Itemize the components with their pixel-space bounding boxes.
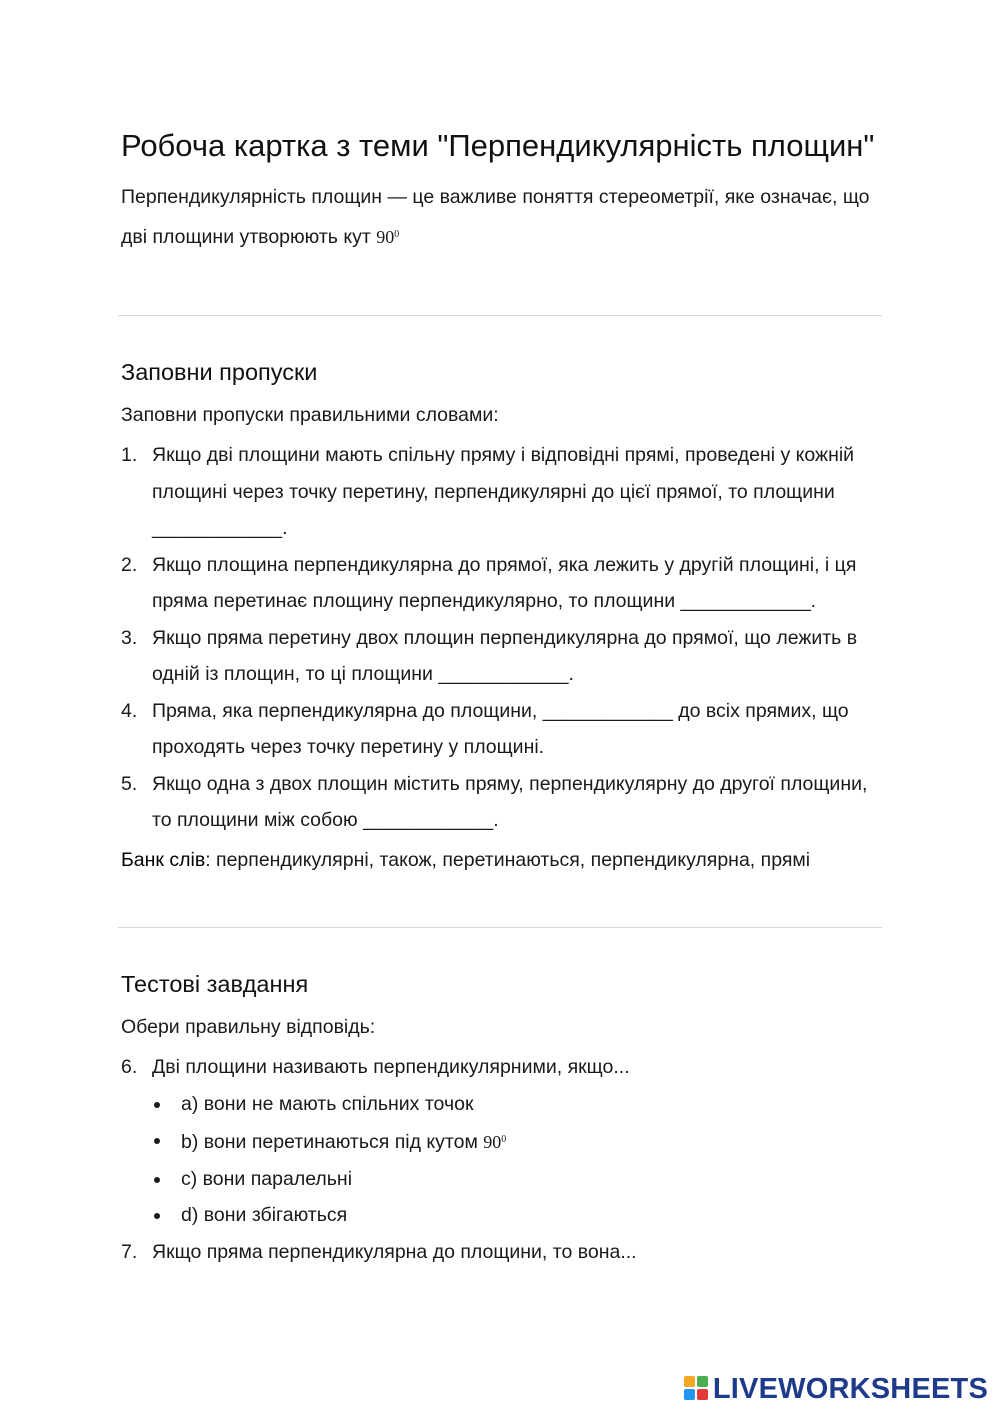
word-bank-words: : перпендикулярні, також, перетинаються, перпендикулярна, прямі (205, 848, 811, 871)
option-text: b) вони перетинаються під кутом (181, 1131, 484, 1153)
item-number: 2. (121, 553, 138, 576)
answer-option[interactable] (121, 1161, 881, 1198)
item-number: 1. (121, 444, 138, 466)
item-text: Якщо пряма перетину двох площин перпендикулярна до прямої, що лежить в одній із площин, то ці площини ____________. (152, 626, 858, 685)
item-text: Пряма, яка перпендикулярна до площини, ____________ до всіх прямих, що проходять через точку перетину у площині. (152, 699, 849, 758)
section-lead: Заповни пропуски правильними словами: (121, 404, 499, 426)
page-title: Робоча картка з теми "Перпендикулярність площин" (121, 128, 875, 163)
item-number: 5. (121, 772, 138, 795)
word-bank (121, 845, 881, 875)
item-text: Якщо пряма перпендикулярна до площини, то вона... (152, 1240, 637, 1263)
item-text: Якщо одна з двох площин містить пряму, перпендикулярну до другої площини, то площини між собою ____________. (152, 772, 868, 831)
list-item (121, 693, 881, 766)
list-item (121, 620, 881, 693)
divider (118, 927, 882, 928)
answer-option[interactable] (121, 1122, 881, 1161)
bullet-icon (154, 1213, 160, 1219)
item-text: Якщо дві площини мають спільну пряму і відповідні прямі, проведені у кожній площині через точку перетину, перпендикулярні до цієї прямої, то площини ____________. (152, 444, 855, 539)
word-bank-label: Банк слів (121, 848, 206, 871)
section-heading-tests: Тестові завдання (121, 971, 309, 997)
bullet-icon (154, 1177, 160, 1183)
item-text: Дві площини називають перпендикулярними, якщо... (152, 1056, 630, 1078)
item-text: Якщо площина перпендикулярна до прямої, яка лежить у другій площині, і ця пряма перетинає площину перпендикулярно, то площини ____________. (152, 553, 857, 612)
option-text: a) вони не мають спільних точок (181, 1092, 474, 1115)
list-item (121, 437, 881, 547)
item-number: 3. (121, 626, 138, 649)
bullet-icon (154, 1102, 160, 1108)
test-list (121, 1049, 881, 1086)
item-number: 6. (121, 1056, 138, 1078)
item-number: 7. (121, 1240, 138, 1263)
section-fill-blanks (121, 356, 881, 875)
intro-paragraph (121, 179, 881, 256)
option-text: c) вони паралельні (181, 1167, 353, 1190)
list-item (121, 547, 881, 620)
bullet-icon (154, 1138, 160, 1144)
logo-mark-icon (684, 1376, 710, 1402)
divider (118, 315, 882, 316)
angle-90: $90^0$ (376, 227, 400, 247)
worksheet-header (121, 118, 881, 256)
list-item (121, 766, 881, 839)
section-tests (121, 968, 881, 1270)
list-item (121, 1234, 881, 1271)
test-list (121, 1234, 881, 1271)
answer-option[interactable] (121, 1086, 881, 1123)
option-text: d) вони збігаються (181, 1204, 348, 1226)
list-item (121, 1049, 881, 1086)
answer-options (121, 1086, 881, 1234)
section-heading-fill-blanks: Заповни пропуски (121, 359, 318, 385)
answer-option[interactable] (121, 1197, 881, 1234)
angle-90: $90^0$ (483, 1132, 507, 1152)
item-number: 4. (121, 699, 138, 722)
fill-blanks-list (121, 437, 881, 839)
liveworksheets-logo (684, 1372, 988, 1406)
section-lead: Обери правильну відповідь: (121, 1016, 376, 1038)
brand-name: LIVEWORKSHEETS (712, 1372, 988, 1405)
intro-text: Перпендикулярність площин — це важливе поняття стереометрії, яке означає, що дві площини утворюють кут (121, 186, 870, 248)
